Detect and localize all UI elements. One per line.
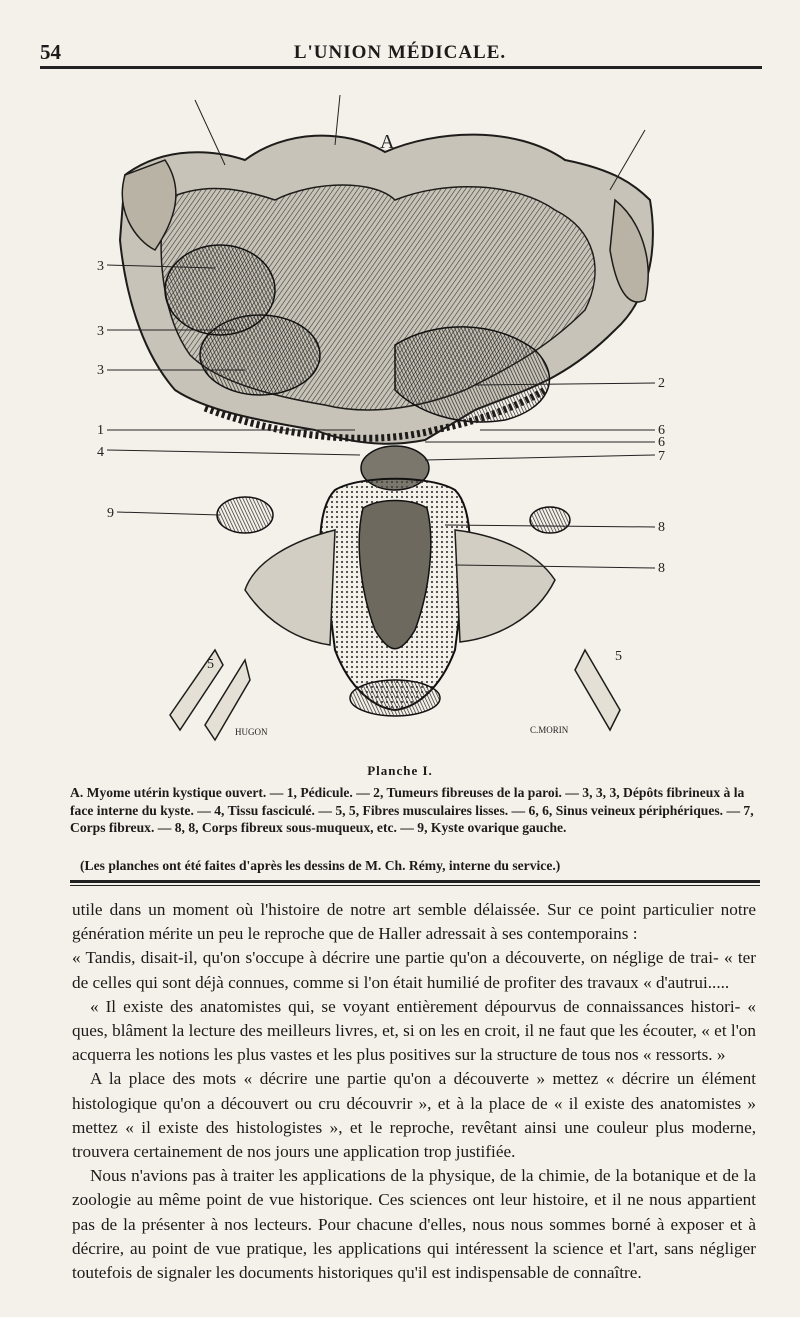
- label-4: 4: [97, 445, 104, 460]
- paragraph: A la place des mots « décrire une partie qu'on a découverte » mettez « décrire un élément histologique qu'on a découvert ou cru découvrir », et à la place de « il existe des anatomistes » mettez « il existe des histologistes », et le reproche, revêtant ainsi une couleur plus moderne, trouvera certainement de nos jours une application trop justifiée.: [72, 1069, 756, 1162]
- quotation: « Il existe des anatomistes qui, se voyant entièrement dépourvus de connaissances histori- « ques, blâment la lecture des meilleurs livres, et, si on les en croit, il ne faut que les écouter, « et l'on acquerra les notions les plus vastes et les plus positives sur la structure de tous nos « ressorts. »: [72, 996, 756, 1065]
- paragraph: utile dans un moment où l'histoire de notre art semble délaissée. Sur ce point particulier notre génération mérite un peu le reproche que de Haller adressait à ses contemporains :: [72, 900, 756, 944]
- article-body: [72, 898, 756, 1285]
- journal-title: L'UNION MÉDICALE.: [293, 42, 507, 63]
- quotation: « Tandis, disait-il, qu'on s'occupe à décrire une partie qu'on a découverte, on néglige de trai- « ter de celles qui sont déjà connues, comme si l'on était humilié de profiter des travaux « d'autrui.....: [72, 948, 756, 992]
- broad-ligament-left: [245, 530, 335, 645]
- fibrinous-deposit: [165, 245, 275, 335]
- label-3: 3: [97, 363, 104, 378]
- label-6: 6: [658, 435, 665, 450]
- section-rule: [70, 885, 760, 886]
- ovary-right: [530, 507, 570, 533]
- label-view-a: A: [380, 131, 395, 153]
- label-3: 3: [97, 324, 104, 339]
- label-9: 9: [107, 506, 114, 521]
- section-rule: [70, 880, 760, 883]
- page-number: 54: [40, 40, 61, 64]
- label-7: 7: [658, 449, 665, 464]
- muscle-fibre-inset: [575, 650, 620, 730]
- ovarian-cyst-left: [217, 497, 273, 533]
- broad-ligament-right: [455, 530, 555, 642]
- header-rule: [40, 66, 762, 69]
- caption-note: (Les planches ont été faites d'après les dessins de M. Ch. Rémy, interne du service.): [80, 858, 561, 873]
- engraver-signature: HUGON: [235, 727, 268, 737]
- label-1: 1: [97, 423, 104, 438]
- myoma-engraving: [95, 90, 705, 765]
- plate-illustration: [95, 90, 705, 765]
- label-3: 3: [97, 259, 104, 274]
- label-5: 5: [207, 657, 214, 672]
- plate-caption: [70, 784, 760, 837]
- label-6: 6: [658, 423, 665, 438]
- engraver-signature: C.MORIN: [530, 725, 569, 735]
- caption-legend: A. Myome utérin kystique ouvert. — 1, Pédicule. — 2, Tumeurs fibreuses de la paroi. — 3, 3, 3, Dépôts fibrineux à la face interne du kyste. — 4, Tissu fasciculé. — 5, 5, Fibres musculaires lisses. — 6, 6, Sinus veineux périphériques. — 7, Corps fibreux. — 8, 8, Corps fibreux sous-muqueux, etc. — 9, Kyste ovarique gauche.: [70, 785, 754, 835]
- label-8: 8: [658, 520, 665, 535]
- paragraph: Nous n'avions pas à traiter les applications de la physique, de la chimie, de la botanique et de la zoologie au même point de vue historique. Ces sciences ont leur histoire, et il ne nous appartient pas de la présenter à nos lecteurs. Pour chacune d'elles, nous nous sommes borné à exposer et à décrire, au point de vue pratique, les applications qui intéressent la science et l'art, sans négliger toutefois de signaler les documents historiques qu'il est indispensable de connaître.: [72, 1166, 756, 1283]
- plate-caption-title: Planche I.: [367, 763, 433, 778]
- cervix: [350, 680, 440, 716]
- label-2: 2: [658, 376, 665, 391]
- label-5: 5: [615, 649, 622, 664]
- label-8: 8: [658, 561, 665, 576]
